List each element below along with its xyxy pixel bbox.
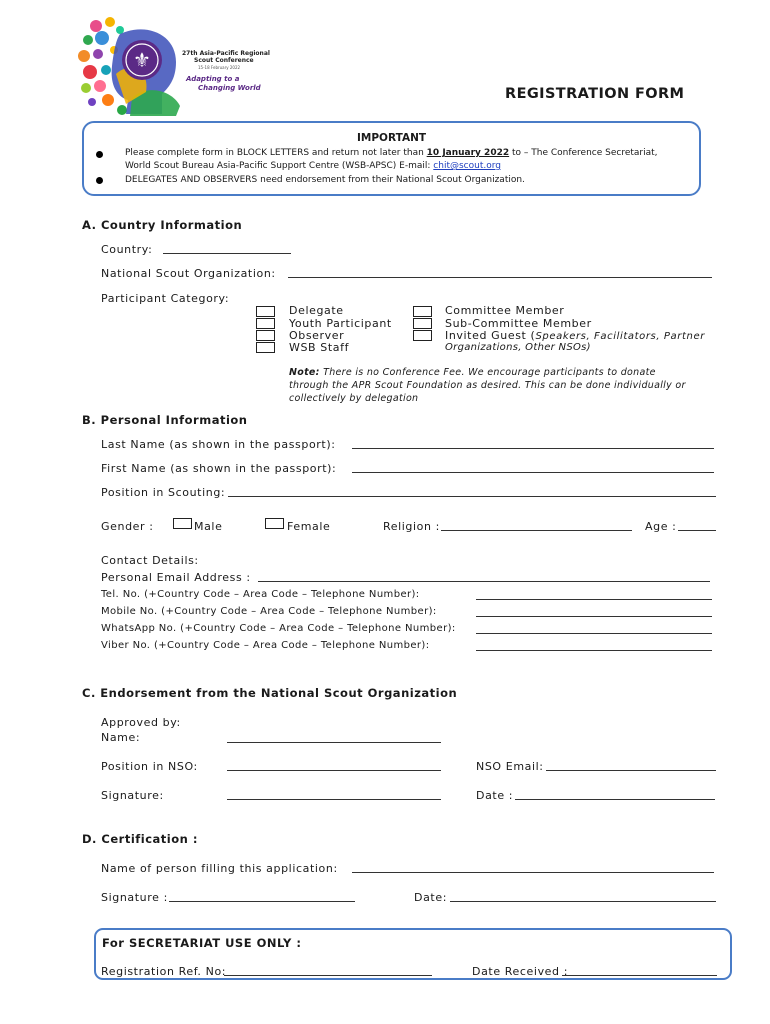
observer-checkbox[interactable] — [256, 330, 275, 341]
note-line3: collectively by delegation — [289, 393, 419, 404]
option-youth-participant: Youth Participant — [289, 317, 392, 330]
last-name-field[interactable] — [352, 448, 714, 449]
note-line2: through the APR Scout Foundation as desired. This can be done individually or — [289, 380, 686, 391]
viber-label: Viber No. (+Country Code – Area Code – Telephone Number): — [101, 640, 430, 651]
nso-email-field[interactable] — [546, 770, 716, 771]
note-bold: Note: — [289, 367, 320, 378]
position-nso-label: Position in NSO: — [101, 760, 198, 773]
section-b-heading: B. Personal Information — [82, 413, 248, 427]
logo-slogan-line2: Changing World — [198, 84, 261, 92]
secretariat-heading: For SECRETARIAT USE ONLY : — [102, 936, 302, 950]
important-heading: IMPORTANT — [357, 132, 427, 144]
committee-member-checkbox[interactable] — [413, 306, 432, 317]
invited-guest-checkbox[interactable] — [413, 330, 432, 341]
tel-field[interactable] — [476, 599, 712, 600]
age-field[interactable] — [678, 530, 716, 531]
secretariat-email-link[interactable]: chit@scout.org — [433, 161, 501, 171]
certification-date-label: Date: — [414, 891, 447, 904]
participant-category-label: Participant Category: — [101, 292, 230, 305]
logo-graphic — [76, 14, 186, 120]
option-invited-guest — [445, 329, 705, 342]
logo-title-line2: Scout Conference — [194, 57, 254, 64]
logo-title-line1: 27th Asia-Pacific Regional — [182, 50, 270, 57]
logo-date: 15-18 February 2022 — [198, 65, 241, 70]
endorser-signature-field[interactable] — [227, 799, 441, 800]
position-scouting-label: Position in Scouting: — [101, 486, 226, 499]
date-received-label: Date Received : — [472, 965, 569, 978]
option-observer: Observer — [289, 329, 345, 342]
female-checkbox[interactable] — [265, 518, 284, 529]
important-box — [82, 121, 701, 196]
name-filling-label: Name of person filling this application: — [101, 862, 338, 875]
section-c-heading: C. Endorsement from the National Scout Organization — [82, 686, 458, 700]
option-sub-committee-member: Sub-Committee Member — [445, 317, 592, 330]
endorser-signature-label: Signature: — [101, 789, 164, 802]
certification-signature-field[interactable] — [169, 901, 355, 902]
sub-committee-member-checkbox[interactable] — [413, 318, 432, 329]
deadline-date: 10 January 2022 — [426, 148, 510, 158]
last-name-label: Last Name (as shown in the passport): — [101, 438, 336, 451]
invited-guest-detail2: Organizations, Other NSOs) — [445, 342, 591, 353]
male-label: Male — [194, 520, 223, 533]
invited-guest-label: Invited Guest ( — [445, 329, 536, 342]
form-title: REGISTRATION FORM — [505, 86, 685, 102]
viber-field[interactable] — [476, 650, 712, 651]
position-scouting-field[interactable] — [228, 496, 716, 497]
first-name-field[interactable] — [352, 472, 714, 473]
first-name-label: First Name (as shown in the passport): — [101, 462, 337, 475]
note-line1: There is no Conference Fee. We encourage participants to donate — [319, 367, 656, 378]
personal-email-field[interactable] — [258, 581, 710, 582]
important-bullet1 — [125, 148, 658, 158]
name-filling-field[interactable] — [352, 872, 714, 873]
certification-signature-label: Signature : — [101, 891, 168, 904]
tel-label: Tel. No. (+Country Code – Area Code – Telephone Number): — [101, 589, 420, 600]
wsb-staff-checkbox[interactable] — [256, 342, 275, 353]
female-label: Female — [287, 520, 331, 533]
nso-email-label: NSO Email: — [476, 760, 544, 773]
fee-note — [289, 366, 686, 405]
option-wsb-staff: WSB Staff — [289, 341, 350, 354]
option-committee-member: Committee Member — [445, 304, 565, 317]
male-checkbox[interactable] — [173, 518, 192, 529]
important-bullet2: DELEGATES AND OBSERVERS need endorsement from their National Scout Organization. — [125, 175, 525, 185]
date-received-field[interactable] — [562, 975, 717, 976]
endorser-name-label: Name: — [101, 731, 141, 744]
mobile-label: Mobile No. (+Country Code – Area Code – Telephone Number): — [101, 606, 437, 617]
bullet-icon — [96, 177, 103, 184]
country-field[interactable] — [163, 253, 291, 254]
position-nso-field[interactable] — [227, 770, 441, 771]
youth-participant-checkbox[interactable] — [256, 318, 275, 329]
nso-label: National Scout Organization: — [101, 267, 276, 280]
country-label: Country: — [101, 243, 153, 256]
gender-label: Gender : — [101, 520, 154, 533]
logo-slogan-line1: Adapting to a — [186, 75, 240, 83]
religion-field[interactable] — [441, 530, 632, 531]
option-delegate: Delegate — [289, 304, 344, 317]
endorser-date-field[interactable] — [515, 799, 715, 800]
contact-details-label: Contact Details: — [101, 554, 199, 567]
important-text: Please complete form in BLOCK LETTERS and return not later than — [125, 148, 427, 158]
whatsapp-label: WhatsApp No. (+Country Code – Area Code – Telephone Number): — [101, 623, 456, 634]
endorser-date-label: Date : — [476, 789, 514, 802]
important-text: to – The Conference Secretariat, — [509, 148, 658, 158]
whatsapp-field[interactable] — [476, 633, 712, 634]
invited-guest-detail: Speakers, Facilitators, Partner — [535, 331, 705, 342]
conference-logo — [76, 14, 276, 120]
personal-email-label: Personal Email Address : — [101, 571, 251, 584]
certification-date-field[interactable] — [450, 901, 716, 902]
important-bullet1-cont — [125, 161, 501, 171]
religion-label: Religion : — [383, 520, 440, 533]
endorser-name-field[interactable] — [227, 742, 441, 743]
section-a-heading: A. Country Information — [82, 218, 243, 232]
delegate-checkbox[interactable] — [256, 306, 275, 317]
approved-by-label: Approved by: — [101, 716, 181, 729]
age-label: Age : — [645, 520, 677, 533]
nso-field[interactable] — [288, 277, 712, 278]
registration-ref-label: Registration Ref. No: — [101, 965, 227, 978]
section-d-heading: D. Certification : — [82, 832, 198, 846]
bullet-icon — [96, 151, 103, 158]
svg-text:⚜: ⚜ — [133, 48, 151, 72]
important-text: World Scout Bureau Asia-Pacific Support Centre (WSB-APSC) E-mail: — [125, 161, 434, 171]
mobile-field[interactable] — [476, 616, 712, 617]
secretariat-box — [94, 928, 732, 980]
registration-ref-field[interactable] — [224, 975, 432, 976]
